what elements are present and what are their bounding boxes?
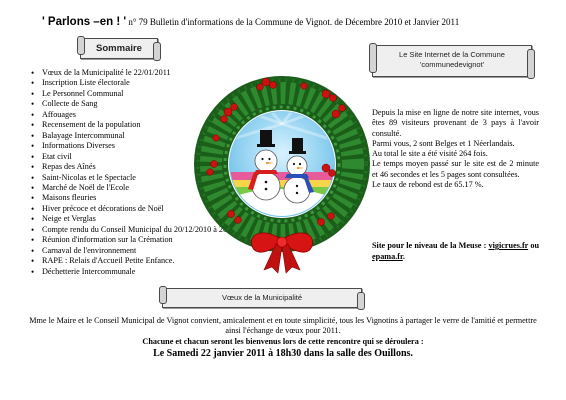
toc-item: • Vœux de la Municipalité le 22/01/2011 (31, 68, 239, 78)
epama-link[interactable]: epama.fr (372, 252, 403, 261)
toc-item: • Recensement de la population (31, 120, 239, 130)
toc-item: • RAPE : Relais d'Accueil Petite Enfance. (31, 256, 239, 266)
toc-item: • Balayage Intercommunal (31, 131, 239, 141)
toc-item: • Etat civil (31, 152, 239, 162)
toc-item: • Hiver précoce et décorations de Noël (31, 204, 239, 214)
voeux-invitation: Mme le Maire et le Conseil Municipal de Vignot convient, amicalement et en toute simplicité, tous les Vignotins à partager le verre de l'amitié et permettre ainsi l'échange de vœux pour 2011. (29, 316, 537, 336)
red-ribbon-bow (251, 233, 312, 273)
toc-item: • Le Personnel Communal (31, 89, 239, 99)
stats-visitors: Depuis la mise en ligne de notre site internet, vous êtes 89 visiteurs provenant de 3 pays à l'avoir consulté. (372, 108, 539, 138)
toc-item: • Carnaval de l'environnement (31, 246, 239, 256)
site-statistics (372, 108, 539, 190)
meuse-level-info: Site pour le niveau de la Meuse : vigicrues.fr ou epama.fr. (372, 241, 539, 261)
sommaire-banner (80, 38, 158, 59)
toc-item: • Déchetterie Intercommunale (31, 267, 239, 277)
toc-item: • Repas des Aînés (31, 162, 239, 172)
voeux-welcome: Chacune et chacun seront les bienvenus lors de cette rencontre qui se déroulera : (142, 336, 424, 346)
toc-item: • Informations Diverses (31, 141, 239, 151)
toc-item: • Collecte de Sang (31, 99, 239, 109)
vigicrues-link[interactable]: vigicrues.fr (488, 241, 529, 250)
voeux-announcement (28, 316, 538, 360)
voeux-date: Le Samedi 22 janvier 2011 à 18h30 dans la salle des Ouillons. (153, 347, 413, 359)
toc-item: • Affouages (31, 110, 239, 120)
toc-item: • Compte rendu du Conseil Municipal du 20/12/2010 à 20h30 (31, 225, 239, 235)
toc-item: • Saint-Nicolas et le Spectacle (31, 173, 239, 183)
stats-total-visits: Au total le site a été visité 264 fois. (372, 149, 488, 159)
toc-item: • Neige et Verglas (31, 214, 239, 224)
stats-bounce-rate: Le taux de rebond est de 65.17 %. (372, 180, 484, 190)
site-banner-line2: 'communedevignot' (419, 60, 485, 69)
stats-countries: Parmi vous, 2 sont Belges et 1 Néerlandais. (372, 138, 515, 148)
sommaire-title: Sommaire (96, 43, 142, 54)
voeux-banner (162, 288, 362, 308)
toc-item: • Réunion d'information sur la Crémation (31, 235, 239, 245)
bulletin-header (42, 16, 562, 28)
stats-average-time: Le temps moyen passé sur le site est de 2 minute et 46 secondes et les 5 pages sont consultées. (372, 159, 539, 179)
bulletin-subtitle: n° 79 Bulletin d'informations de la Commune de Vignot. de Décembre 2010 et Janvier 2011 (126, 17, 460, 27)
toc-item: • Maisons fleuries (31, 193, 239, 203)
toc-item: • Marché de Noël de l'Ecole (31, 183, 239, 193)
site-banner-line1: Le Site Internet de la Commune (399, 50, 505, 59)
site-internet-banner (372, 45, 532, 77)
meuse-text: Site pour le niveau de la Meuse : (372, 241, 489, 250)
christmas-wreath-illustration (186, 64, 378, 274)
voeux-title: Vœux de la Municipalité (221, 293, 303, 302)
bulletin-brand: ' Parlons –en ! ' (42, 16, 127, 28)
toc-item: • Inscription Liste électorale (31, 78, 239, 88)
